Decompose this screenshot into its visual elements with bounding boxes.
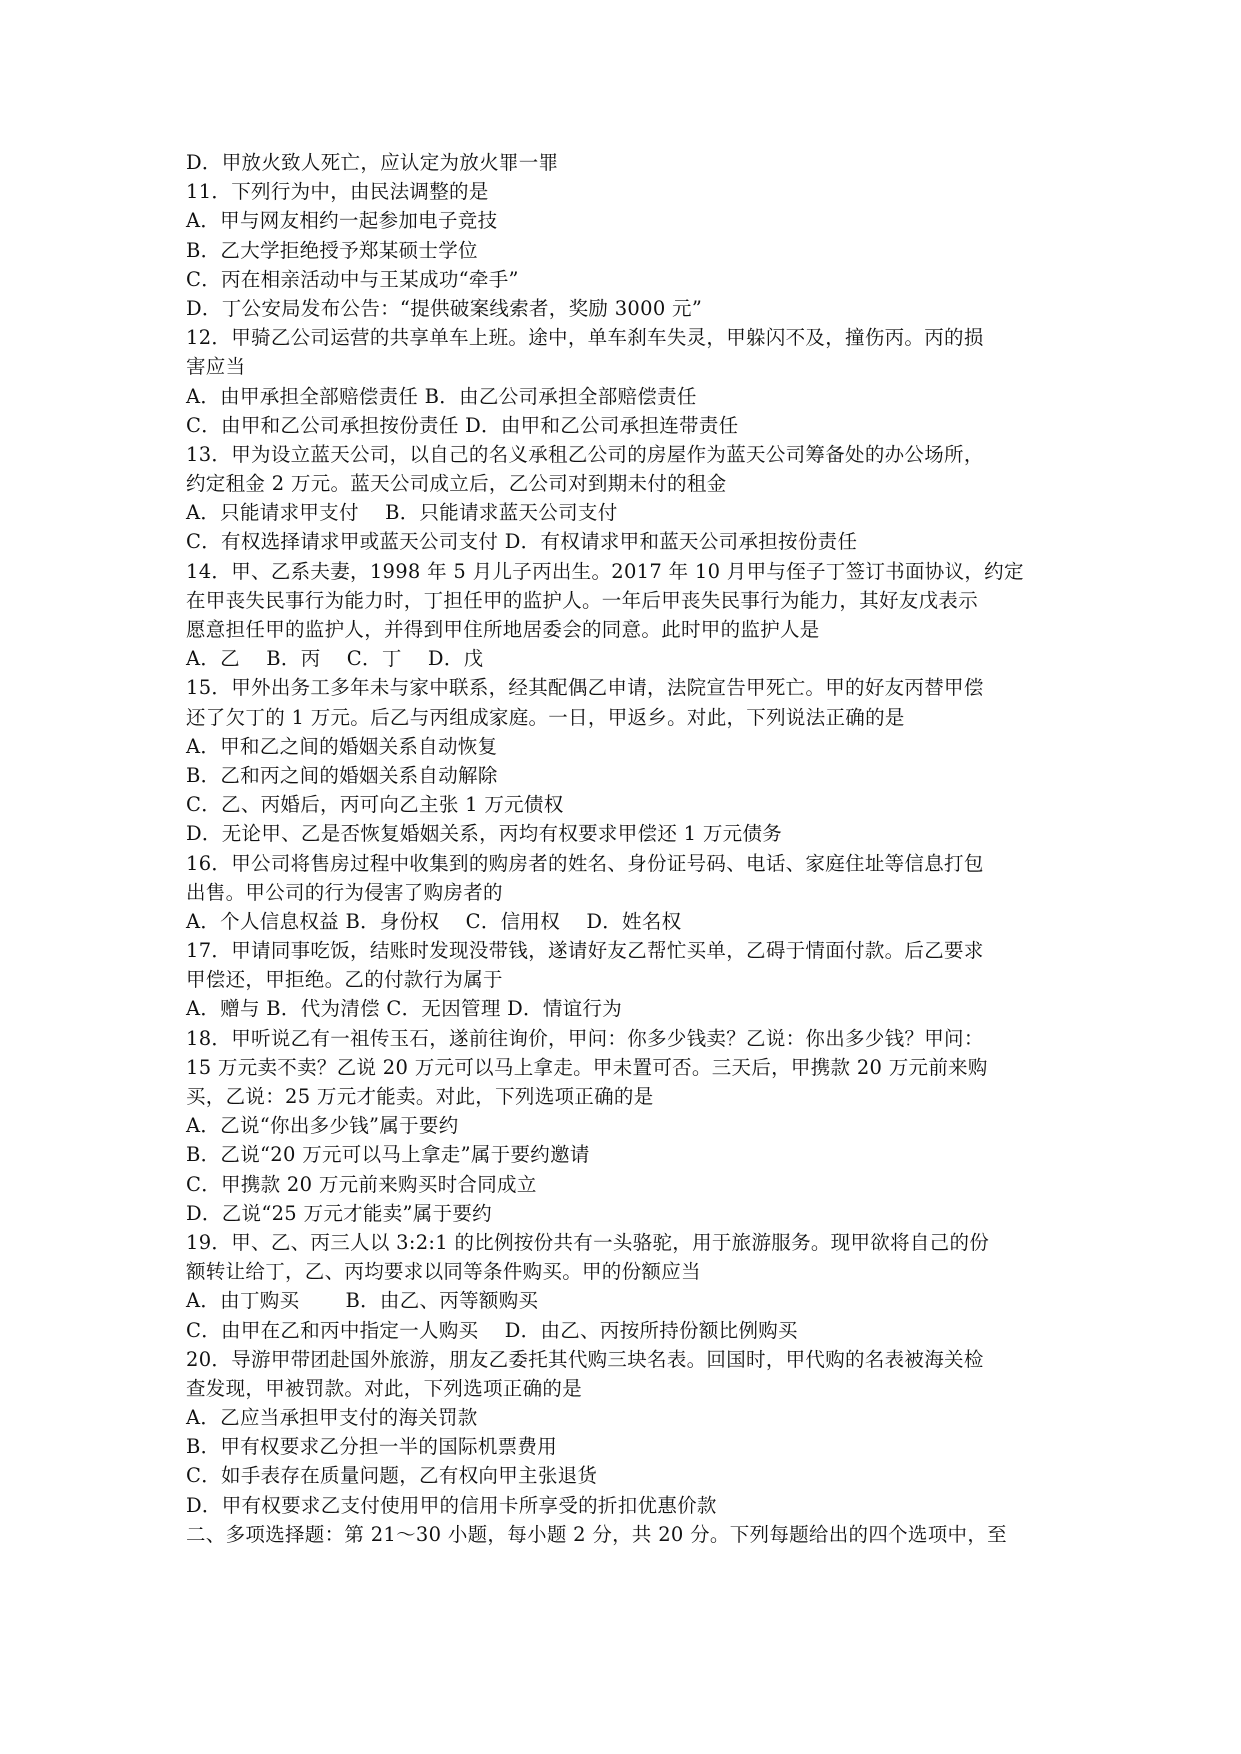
text-line: A．由甲承担全部赔偿责任 B．由乙公司承担全部赔偿责任 [186,384,697,408]
text-line: 20．导游甲带团赴国外旅游，朋友乙委托其代购三块名表。回国时，甲代购的名表被海关检 [186,1347,984,1371]
text-line: A．乙 B．丙 C．丁 D．戊 [186,647,484,671]
text-line: A．个人信息权益 B．身份权 C．信用权 D．姓名权 [186,909,682,933]
text-line: D．乙说“25 万元才能卖”属于要约 [186,1201,492,1225]
text-line: 二、多项选择题：第 21～30 小题，每小题 2 分，共 20 分。下列每题给出的四个选项中，至 [186,1522,1007,1546]
text-line: 11．下列行为中，由民法调整的是 [186,180,489,204]
text-line: 愿意担任甲的监护人，并得到甲住所地居委会的同意。此时甲的监护人是 [186,618,820,641]
text-line: B．乙说“20 万元可以马上拿走”属于要约邀请 [186,1143,590,1167]
text-line: A．赠与 B．代为清偿 C．无因管理 D．情谊行为 [186,997,623,1021]
text-line: 出售。甲公司的行为侵害了购房者的 [186,880,503,904]
text-line: 16．甲公司将售房过程中收集到的购房者的姓名、身份证号码、电话、家庭住址等信息打包 [186,851,984,875]
text-line: B．乙大学拒绝授予郑某硕士学位 [186,238,478,262]
text-line: 买，乙说：25 万元才能卖。对此，下列选项正确的是 [186,1085,654,1108]
text-line: A．乙应当承担甲支付的海关罚款 [186,1406,478,1430]
text-line: 甲偿还，甲拒绝。乙的付款行为属于 [186,968,503,992]
text-line: D．丁公安局发布公告：“提供破案线索者，奖励 3000 元” [186,296,703,320]
text-line: C．甲携款 20 万元前来购买时合同成立 [186,1172,537,1196]
text-line: C．丙在相亲活动中与王某成功“牵手” [186,267,519,291]
text-line: 在甲丧失民事行为能力时，丁担任甲的监护人。一年后甲丧失民事行为能力，其好友戊表示 [186,588,979,612]
text-line: C．如手表存在质量问题，乙有权向甲主张退货 [186,1464,598,1488]
text-line: 13．甲为设立蓝天公司，以自己的名义承租乙公司的房屋作为蓝天公司筹备处的办公场所， [186,442,984,466]
text-line: 15．甲外出务工多年未与家中联系，经其配偶乙申请，法院宣告甲死亡。甲的好友丙替甲偿 [186,676,984,700]
text-line: 害应当 [186,355,246,379]
text-line: 19．甲、乙、丙三人以 3:2:1 的比例按份共有一头骆驼，用于旅游服务。现甲欲将自己的份 [186,1230,990,1254]
text-line: 18．甲听说乙有一祖传玉石，遂前往询价，甲问：你多少钱卖？乙说：你出多少钱？甲问： [186,1026,984,1050]
text-line: 12．甲骑乙公司运营的共享单车上班。途中，单车刹车失灵，甲躲闪不及，撞伤丙。丙的损 [186,326,984,350]
text-line: D．无论甲、乙是否恢复婚姻关系，丙均有权要求甲偿还 1 万元债务 [186,822,783,846]
text-line: A．只能请求甲支付 B．只能请求蓝天公司支付 [186,501,618,525]
text-line: 还了欠丁的 1 万元。后乙与丙组成家庭。一日，甲返乡。对此，下列说法正确的是 [186,705,905,729]
text-line: 14．甲、乙系夫妻，1998 年 5 月儿子丙出生。2017 年 10 月甲与侄子丁签订书面协议，约定 [186,559,1024,583]
text-line: 约定租金 2 万元。蓝天公司成立后，乙公司对到期未付的租金 [186,472,727,496]
text-line: 额转让给丁，乙、丙均要求以同等条件购买。甲的份额应当 [186,1260,701,1284]
text-line: C．有权选择请求甲或蓝天公司支付 D．有权请求甲和蓝天公司承担按份责任 [186,530,858,554]
text-line: 17．甲请同事吃饭，结账时发现没带钱，遂请好友乙帮忙买单，乙碍于情面付款。后乙要求 [186,939,984,963]
text-line: D．甲放火致人死亡，应认定为放火罪一罪 [186,151,559,174]
text-line: 查发现，甲被罚款。对此，下列选项正确的是 [186,1376,583,1400]
text-line: A．甲和乙之间的婚姻关系自动恢复 [186,734,498,758]
text-line: B．甲有权要求乙分担一半的国际机票费用 [186,1435,558,1459]
text-line: C．由甲在乙和丙中指定一人购买 D．由乙、丙按所持份额比例购买 [186,1318,798,1342]
text-line: A．由丁购买 B．由乙、丙等额购买 [186,1289,539,1313]
text-line: 15 万元卖不卖？乙说 20 万元可以马上拿走。甲未置可否。三天后，甲携款 20 万元前来购 [186,1055,988,1079]
text-line: C．乙、丙婚后，丙可向乙主张 1 万元债权 [186,793,564,817]
text-line: D．甲有权要求乙支付使用甲的信用卡所享受的折扣优惠价款 [186,1493,717,1517]
text-line: C．由甲和乙公司承担按份责任 D．由甲和乙公司承担连带责任 [186,413,739,437]
document-page [186,148,1056,1549]
text-line: A．甲与网友相约一起参加电子竞技 [186,209,498,233]
text-line: B．乙和丙之间的婚姻关系自动解除 [186,763,498,787]
text-line: A．乙说“你出多少钱”属于要约 [186,1114,459,1138]
